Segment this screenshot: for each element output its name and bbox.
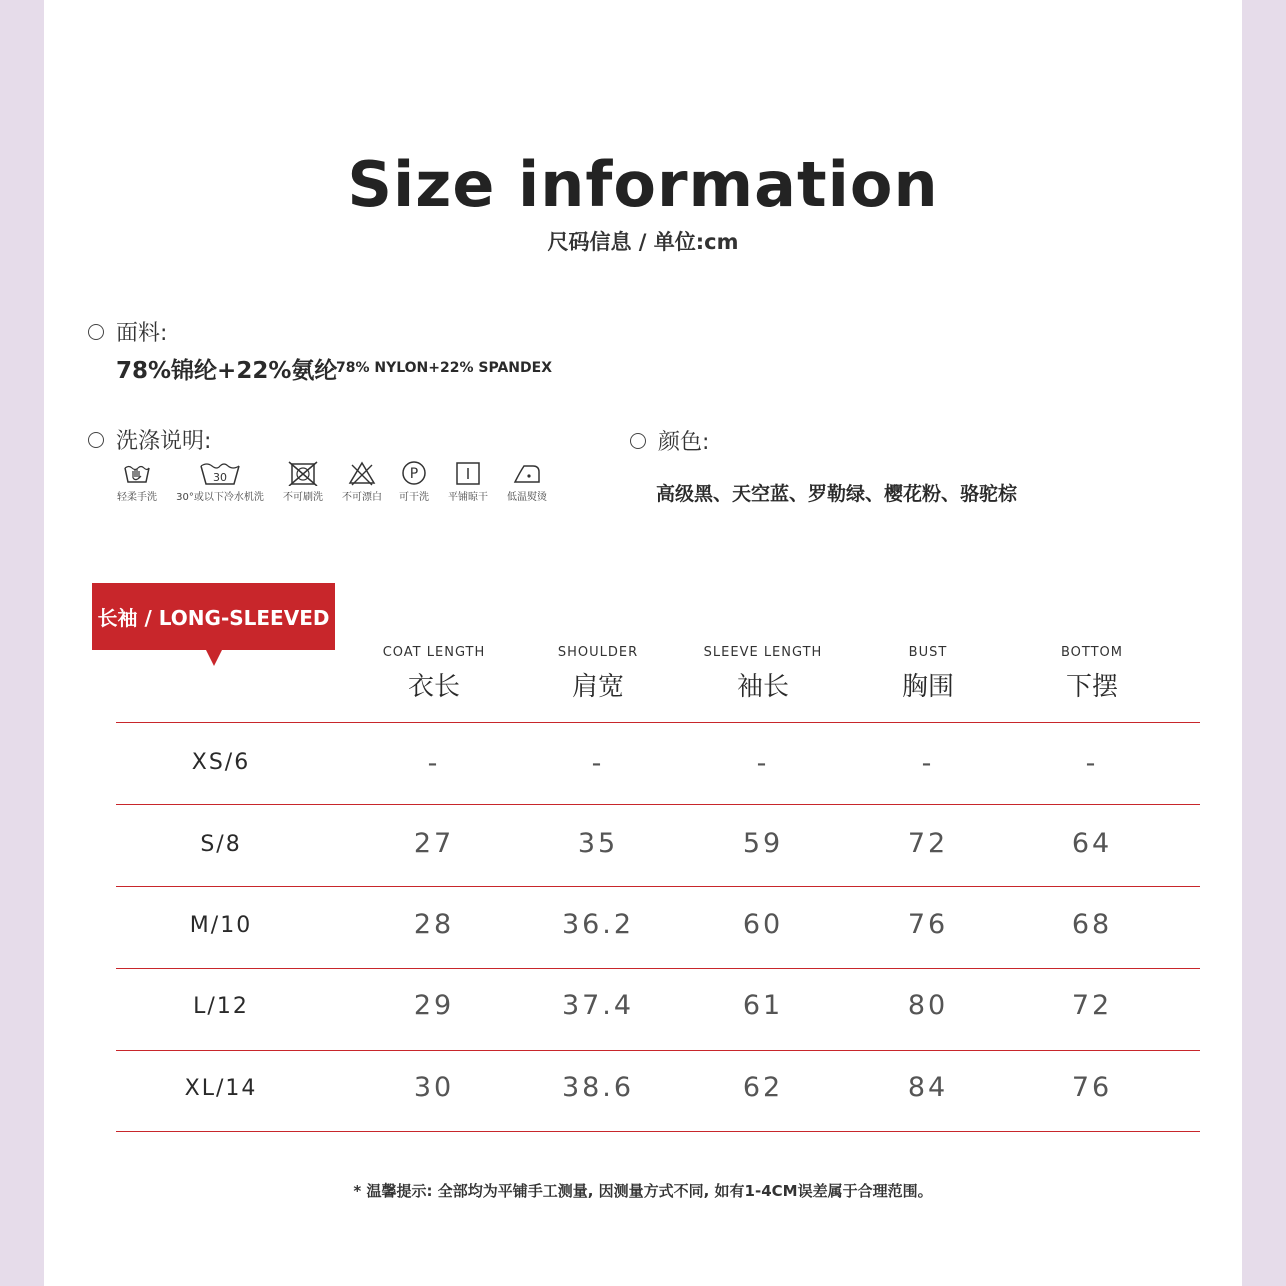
shoulder-value: - [591, 748, 605, 779]
care-item-hand-wash [110, 460, 164, 503]
long-sleeved-tab: 长袖 / LONG-SLEEVED [92, 583, 335, 650]
care-bullet-icon [88, 432, 104, 448]
fabric-composition-en: 78% NYLON+22% SPANDEX [336, 360, 552, 376]
column-header-en: SHOULDER [557, 645, 639, 660]
column-header-sleeve-length [683, 645, 843, 703]
column-header-en: BUST [908, 645, 948, 660]
wash-30-icon [199, 460, 241, 486]
coat-length-value: 30 [413, 1072, 455, 1103]
column-header-en: BOTTOM [1060, 645, 1124, 660]
bust-value: - [921, 748, 935, 779]
hand-wash-icon [122, 460, 152, 486]
table-divider [116, 804, 1200, 805]
bottom-value: 68 [1071, 909, 1113, 940]
column-header-shoulder [518, 645, 678, 703]
page-title: Size information [347, 148, 939, 221]
column-header-en: SLEEVE LENGTH [703, 645, 823, 660]
dry-flat-icon [454, 460, 482, 486]
shoulder-value: 37.4 [561, 990, 635, 1021]
size-label: XS/6 [191, 750, 251, 775]
bottom-value: 76 [1071, 1072, 1113, 1103]
column-header-bottom [1012, 645, 1172, 703]
size-label: XL/14 [184, 1076, 258, 1101]
page-subtitle: 尺码信息 / 单位:cm [547, 230, 739, 254]
bust-value: 84 [907, 1072, 949, 1103]
tab-pointer [206, 650, 222, 666]
colors-list: 高级黑、天空蓝、罗勒绿、樱花粉、骆驼棕 [656, 483, 1018, 505]
coat-length-value: 28 [413, 909, 455, 940]
table-divider [116, 722, 1200, 723]
coat-length-value: 27 [413, 828, 455, 859]
size-label: L/12 [193, 994, 249, 1019]
care-caption: 低温熨烫 [507, 492, 547, 503]
bust-value: 72 [907, 828, 949, 859]
table-divider [116, 886, 1200, 887]
dry-clean-letter: P [409, 466, 419, 482]
care-item-no-tumble [278, 460, 328, 503]
size-label: S/8 [200, 832, 242, 857]
coat-length-value: 29 [413, 990, 455, 1021]
column-header-cn: 袖长 [736, 672, 789, 702]
no-bleach-icon [347, 460, 377, 486]
care-caption: 不可漂白 [342, 492, 382, 503]
care-item-dry-flat [442, 460, 494, 503]
care-caption: 不可刷洗 [283, 492, 323, 503]
fabric-label: 面料: [116, 321, 168, 346]
sleeve-length-value: - [756, 748, 770, 779]
bottom-value: - [1085, 748, 1099, 779]
shoulder-value: 38.6 [561, 1072, 635, 1103]
dry-clean-p-icon [400, 460, 428, 486]
size-label: M/10 [189, 913, 253, 938]
bottom-value: 72 [1071, 990, 1113, 1021]
table-divider [116, 968, 1200, 969]
sleeve-length-value: 59 [742, 828, 784, 859]
care-item-no-bleach [336, 460, 388, 503]
shoulder-value: 35 [577, 828, 619, 859]
wash-temp-label: 30 [213, 471, 227, 484]
table-divider [116, 1050, 1200, 1051]
column-header-cn: 胸围 [901, 672, 954, 702]
column-header-cn: 肩宽 [571, 672, 624, 702]
bottom-value: 64 [1071, 828, 1113, 859]
care-item-wash-30 [170, 460, 270, 503]
bust-value: 76 [907, 909, 949, 940]
care-label: 洗涤说明: [116, 429, 212, 454]
colors-label: 颜色: [658, 430, 710, 455]
care-caption: 可干洗 [399, 492, 429, 503]
care-item-iron-low [500, 460, 554, 503]
column-header-bust [848, 645, 1008, 703]
care-item-dry-clean [394, 460, 434, 503]
bust-value: 80 [907, 990, 949, 1021]
sleeve-length-value: 61 [742, 990, 784, 1021]
fabric-composition-cn: 78%锦纶+22%氨纶 [116, 358, 338, 384]
care-caption: 轻柔手洗 [117, 492, 157, 503]
care-caption: 30°或以下冷水机洗 [176, 492, 264, 503]
column-header-cn: 衣长 [407, 672, 460, 702]
care-caption: 平铺晾干 [448, 492, 488, 503]
shoulder-value: 36.2 [561, 909, 635, 940]
sleeve-length-value: 62 [742, 1072, 784, 1103]
table-divider [116, 1131, 1200, 1132]
column-header-cn: 下摆 [1065, 672, 1118, 702]
colors-bullet-icon [630, 433, 646, 449]
sleeve-length-value: 60 [742, 909, 784, 940]
no-tumble-icon [286, 460, 320, 486]
column-header-en: COAT LENGTH [382, 645, 486, 660]
fabric-bullet-icon [88, 324, 104, 340]
measurement-note: * 温馨提示: 全部均为平铺手工测量, 因测量方式不同, 如有1-4CM误差属于合理范围。 [353, 1182, 933, 1200]
iron-low-icon [512, 460, 542, 486]
coat-length-value: - [427, 748, 441, 779]
column-header-coat-length [354, 645, 514, 703]
